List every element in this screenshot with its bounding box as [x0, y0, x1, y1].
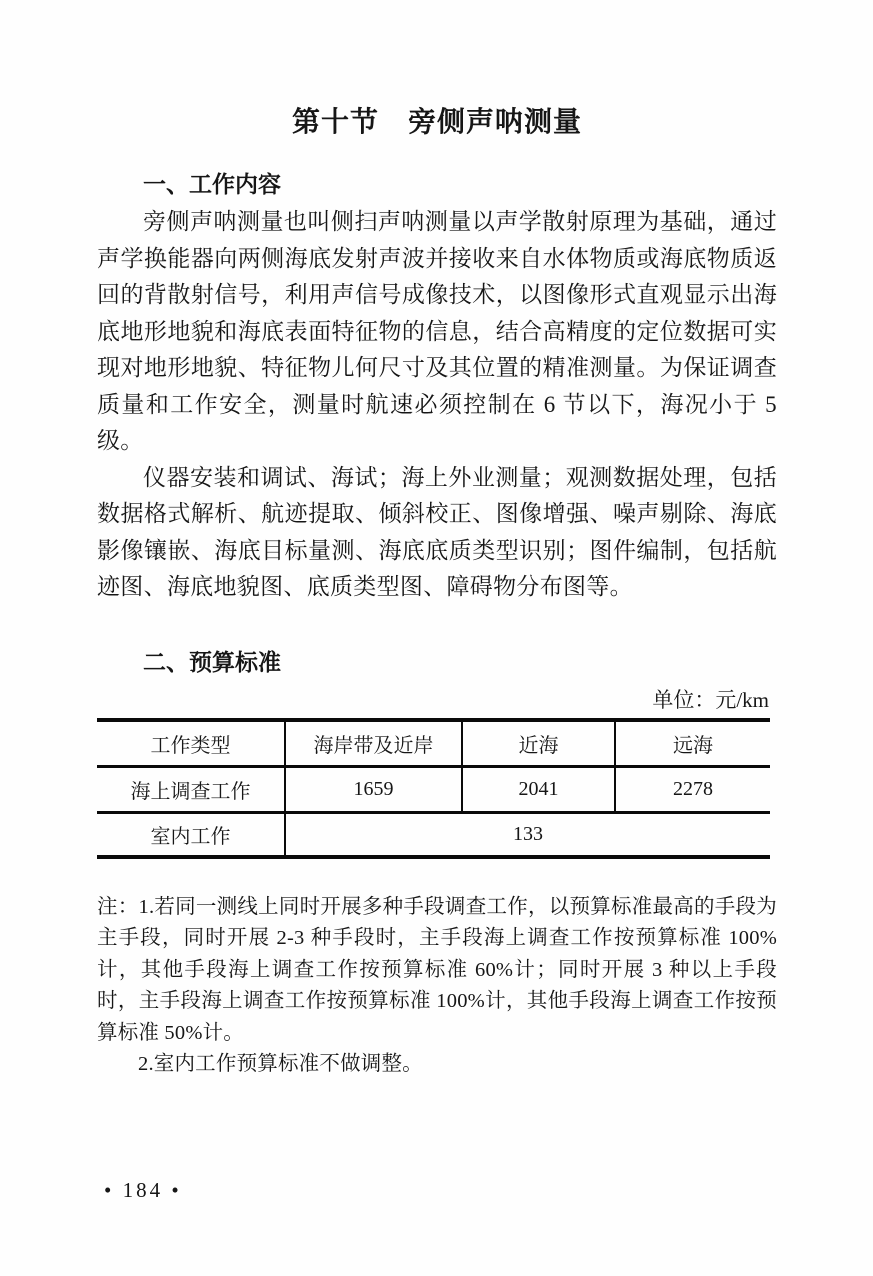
note-2: 2.室内工作预算标准不做调整。 — [138, 1053, 423, 1075]
page-content — [97, 0, 777, 1081]
cell-sea-survey-open-sea: 2278 — [615, 767, 770, 813]
header-cell-offshore: 近海 — [462, 720, 615, 767]
header-cell-open-sea: 远海 — [615, 720, 770, 767]
note-1: 注：1.若同一测线上同时开展多种手段调查工作，以预算标准最高的手段为主手段，同时开展 2-3 种手段时，主手段海上调查工作按预算标准 100%计，其他手段海上调查工作按预算标准 60%计；同时开展 3 种以上手段时，主手段海上调查工作按预算标准 100%计，其他手段海上调查工作按预算标准 50%计。 — [97, 895, 777, 1044]
work-content-paragraph-1: 旁侧声呐测量也叫侧扫声呐测量以声学散射原理为基础，通过声学换能器向两侧海底发射声波并接收来自水体物质或海底物质返回的背散射信号，利用声信号成像技术，以图像形式直观显示出海底地形地貌和海底表面特征物的信息，结合高精度的定位数据可实现对地形地貌、特征物儿何尺寸及其位置的精准测量。为保证调查质量和工作安全，测量时航速必须控制在 6 节以下，海况小于 5 级。 — [97, 209, 777, 453]
table-unit-label: 单位：元/km — [652, 687, 769, 712]
work-content-paragraph-2: 仪器安装和调试、海试；海上外业测量；观测数据处理，包括数据格式解析、航迹提取、倾斜校正、图像增强、噪声剔除、海底影像镶嵌、海底目标量测、海底底质类型识别；图件编制，包括航迹图、海底地貌图、底质类型图、障碍物分布图等。 — [97, 464, 777, 599]
section-heading-budget-standard: 二、预算标准 — [143, 649, 281, 675]
table-row-indoor-work — [97, 813, 770, 857]
cell-sea-survey-coastal: 1659 — [285, 767, 462, 813]
cell-sea-survey-offshore: 2041 — [462, 767, 615, 813]
cell-indoor-merged-value: 133 — [285, 813, 770, 857]
header-cell-coastal: 海岸带及近岸 — [285, 720, 462, 767]
page-number: • 184 • — [104, 1178, 182, 1202]
page-title: 第十节 旁侧声呐测量 — [291, 107, 582, 138]
cell-indoor-label: 室内工作 — [150, 825, 231, 848]
table-row-sea-survey — [97, 767, 770, 813]
table-notes — [97, 892, 777, 1081]
budget-standard-table — [97, 718, 770, 859]
table-header-row — [97, 720, 770, 767]
header-cell-work-type: 工作类型 — [97, 720, 285, 767]
cell-sea-survey-label: 海上调查工作 — [97, 767, 285, 813]
section-heading-work-content: 一、工作内容 — [143, 172, 281, 197]
